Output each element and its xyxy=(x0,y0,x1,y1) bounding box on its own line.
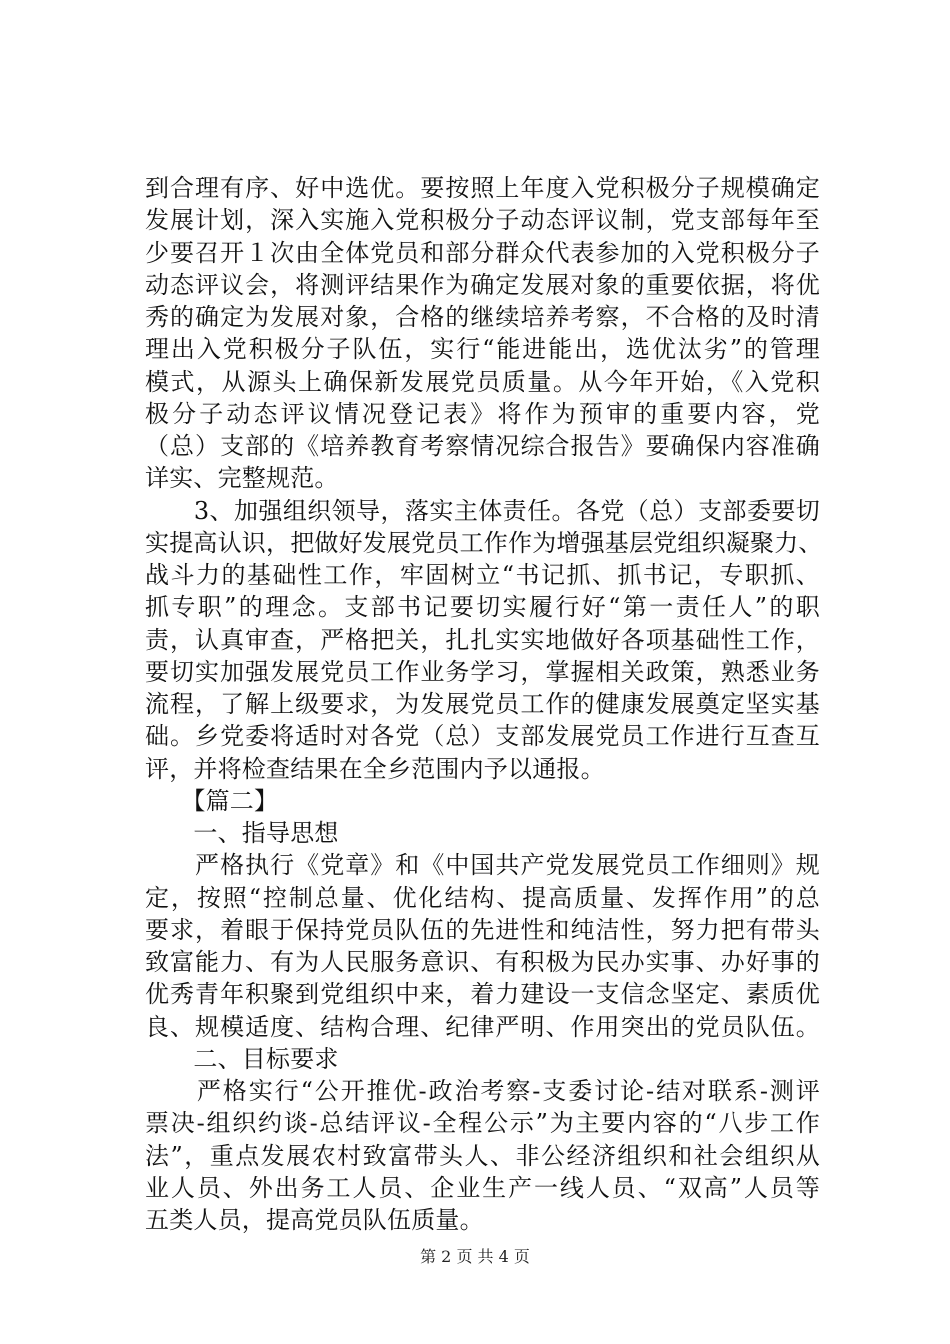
text-line: 极分子动态评议情况登记表》将作为预审的重要内容，党 xyxy=(145,399,820,428)
text-line: 票决-组织约谈-总结评议-全程公示”为主要内容的“八步工作 xyxy=(145,1109,820,1138)
text-line: 优秀青年积聚到党组织中来，着力建设一支信念坚定、素质优 xyxy=(145,980,820,1009)
text-line: 法”，重点发展农村致富带头人、非公经济组织和社会组织从 xyxy=(145,1141,820,1170)
text-line: 【篇二】 xyxy=(145,786,279,815)
text-line: 到合理有序、好中选优。要按照上年度入党积极分子规模确定 xyxy=(145,174,820,202)
text-line: 五类人员，提高党员队伍质量。 xyxy=(145,1206,484,1234)
text-line: 抓专职”的理念。支部书记要切实履行好“第一责任人”的职 xyxy=(145,593,820,622)
text-line: 严格执行《党章》和《中国共产党发展党员工作细则》规 xyxy=(145,851,820,880)
text-line: 要求，着眼于保持党员队伍的先进性和纯洁性，努力把有带头 xyxy=(145,915,820,944)
text-line: 实提高认识，把做好发展党员工作作为增强基层党组织凝聚力、 xyxy=(145,528,823,557)
page-footer: 第 2 页 共 4 页 xyxy=(420,1247,530,1266)
text-line: 动态评议会，将测评结果作为确定发展对象的重要依据，将优 xyxy=(145,270,820,299)
text-line: 二、目标要求 xyxy=(145,1044,339,1073)
text-line: 理出入党积极分子队伍，实行“能进能出，选优汰劣”的管理 xyxy=(145,335,820,364)
text-line: 致富能力、有为人民服务意识、有积极为民办实事、办好事的 xyxy=(145,948,820,976)
text-line: 模式，从源头上确保新发展党员质量。从今年开始，《入党积 xyxy=(145,367,820,396)
text-line: 3、加强组织领导，落实主体责任。各党（总）支部委要切 xyxy=(145,496,820,525)
text-line: 要切实加强发展党员工作业务学习，掌握相关政策，熟悉业务 xyxy=(145,657,820,686)
text-line: 一、指导思想 xyxy=(145,819,339,847)
text-line: 良、规模适度、结构合理、纪律严明、作用突出的党员队伍。 xyxy=(145,1012,820,1041)
text-line: 责，认真审查，严格把关，扎扎实实地做好各项基础性工作， xyxy=(145,625,820,654)
text-line: 业人员、外出务工人员、企业生产一线人员、“双高”人员等 xyxy=(145,1173,820,1202)
text-line: （总）支部的《培养教育考察情况综合报告》要确保内容准确 xyxy=(145,432,820,460)
text-line: 战斗力的基础性工作，牢固树立“书记抓、抓书记，专职抓、 xyxy=(145,561,820,589)
text-line: 流程，了解上级要求，为发展党员工作的健康发展奠定坚实基 xyxy=(145,690,820,718)
text-line: 少要召开１次由全体党员和部分群众代表参加的入党积极分子 xyxy=(145,238,820,267)
text-line: 定，按照“控制总量、优化结构、提高质量、发挥作用”的总 xyxy=(145,883,820,912)
text-line: 发展计划，深入实施入党积极分子动态评议制，党支部每年至 xyxy=(145,206,820,235)
text-line: 详实、完整规范。 xyxy=(145,464,339,493)
text-line: 秀的确定为发展对象，合格的继续培养考察，不合格的及时清 xyxy=(145,303,820,331)
text-line: 评，并将检查结果在全乡范围内予以通报。 xyxy=(145,754,605,783)
document-body xyxy=(145,172,823,1236)
text-line: 础。乡党委将适时对各党（总）支部发展党员工作进行互查互 xyxy=(145,722,820,751)
text-line: 严格实行“公开推优-政治考察-支委讨论-结对联系-测评 xyxy=(145,1077,820,1105)
